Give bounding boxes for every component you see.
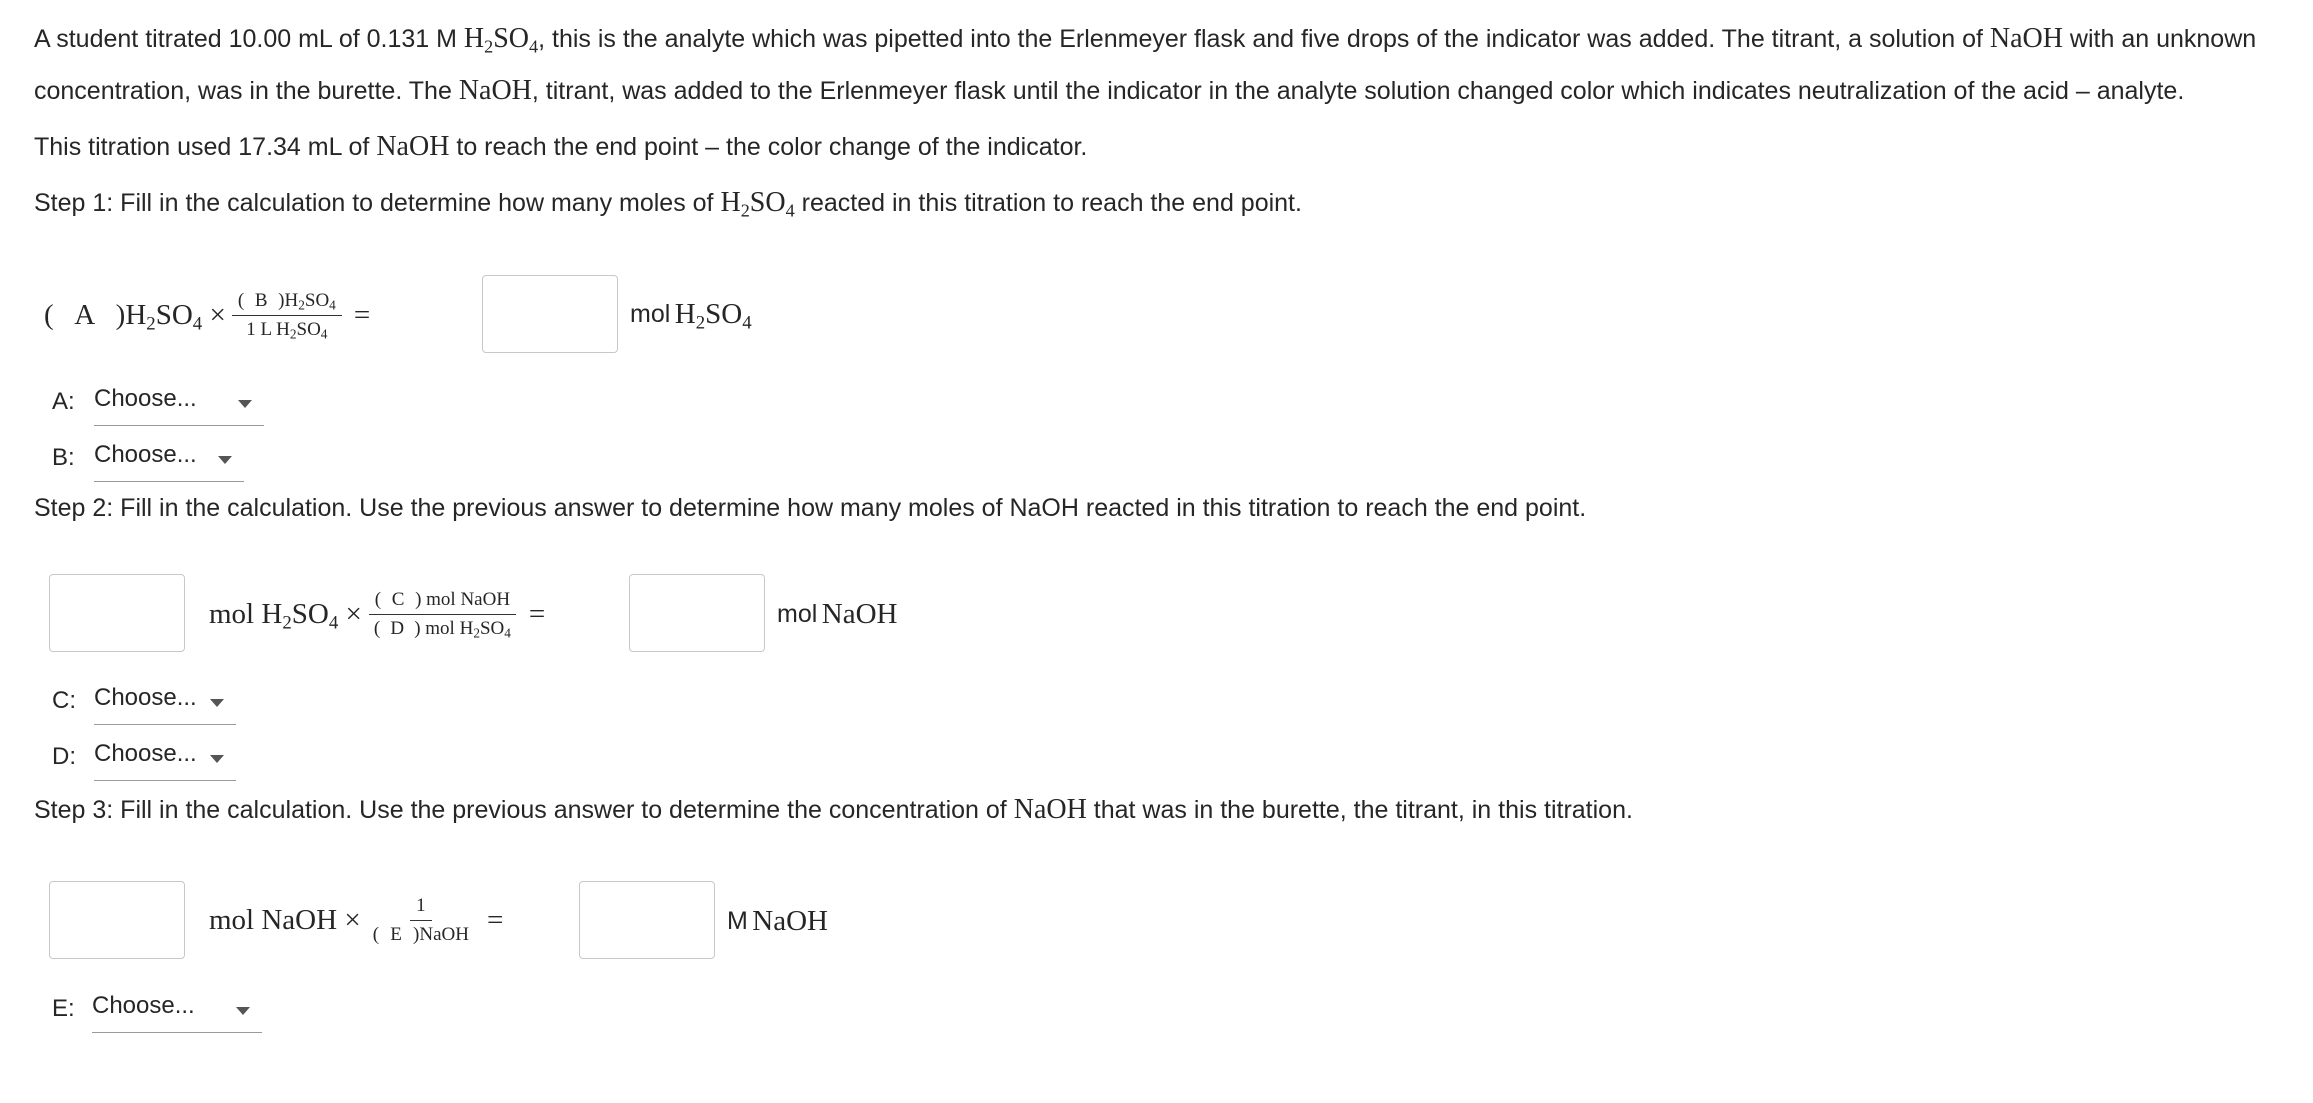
step1-unit: mol $H_2SO_4$ [630,298,752,334]
select-e-label: E: [52,995,75,1022]
chevron-down-icon [238,400,252,408]
base-formula: NaOH [458,75,532,106]
select-c[interactable]: Choose... [94,684,236,725]
select-a[interactable]: Choose... [94,385,264,426]
select-a-label: A: [52,388,75,415]
select-b-label: B: [52,444,75,471]
step2-unit: mol NaOH [777,598,898,630]
step3-left-input[interactable] [49,881,185,959]
equals-sign: = [486,904,504,936]
step1-heading: Step 1: Fill in the calculation to determine how many moles of $H_2SO_4$ reacted in this titration to reach the end point. [34,187,1302,221]
problem-text: A student titrated 10.00 mL of 0.131 M [34,25,457,53]
times-sign: × [209,299,226,331]
step1-equation [44,290,370,341]
chevron-down-icon [236,1007,250,1015]
step2-equation: mol $H_2SO_4$ × $\frac{\text{( C ) mol NaOH}}{( D ) mol H_2SO_4}$ = [209,589,546,641]
times-sign: × [344,904,361,936]
placeholder-a: A [74,299,96,331]
select-b[interactable]: Choose... [94,441,244,482]
problem-line-1 [34,22,2256,56]
problem-text: to reach the end point – the color change of the indicator. [456,133,1088,161]
step3-right-input[interactable] [579,881,715,959]
acid-formula: $H_2SO_4$ [720,187,795,221]
base-formula: NaOH [1013,794,1087,825]
problem-text: with an unknown [2069,25,2257,53]
select-e[interactable]: Choose... [92,992,262,1033]
chevron-down-icon [210,699,224,707]
select-d[interactable]: Choose... [94,740,236,781]
placeholder-c: C [391,589,405,610]
step1-fraction: $\frac{( B )H_2SO_4}{1 L H_2SO_4}$ [232,290,342,341]
problem-text: concentration, was in the burette. The [34,77,452,105]
step3-unit: M NaOH [727,905,828,937]
open-paren: ( A )$H_2SO_4$ × [44,299,226,335]
base-formula: NaOH [376,131,450,162]
placeholder-e: E [390,924,402,945]
step1-answer-input[interactable] [482,275,618,353]
acid-formula: $H_2SO_4$ [463,23,539,57]
select-c-label: C: [52,687,76,714]
placeholder-b: B [254,290,268,311]
chevron-down-icon [218,456,232,464]
step3-fraction: $\frac{1}{\text{( E )NaOH}}$ [372,895,469,945]
select-d-label: D: [52,743,76,770]
base-formula: NaOH [1989,23,2063,54]
times-sign: × [345,598,362,630]
problem-text: , titrant, was added to the Erlenmeyer flask until the indicator in the analyte solution changed color which indicates neutralization of the acid – analyte. [531,77,2185,105]
step2-heading: Step 2: Fill in the calculation. Use the previous answer to determine how many moles of NaOH reacted in this titration to reach the end point. [34,494,1587,522]
problem-line-3 [34,130,1087,164]
step3-heading: Step 3: Fill in the calculation. Use the previous answer to determine the concentration of NaOH that was in the burette, the titrant, in this titration. [34,794,1633,825]
problem-text: This titration used 17.34 mL of [34,133,370,161]
problem-line-2 [34,74,2184,108]
chevron-down-icon [210,755,224,763]
step2-fraction: $\frac{\text{( C ) mol NaOH}}{( D ) mol H_2SO_4}$ [368,589,517,640]
step2-right-input[interactable] [629,574,765,652]
step3-equation: mol NaOH × $\frac{1}{\text{( E )NaOH}}$ = [209,895,504,945]
equals-sign: = [353,299,371,331]
step2-left-input[interactable] [49,574,185,652]
placeholder-d: D [390,618,405,639]
problem-text: , this is the analyte which was pipetted into the Erlenmeyer flask and five drops of the indicator was added. The titrant, a solution of [538,25,1983,53]
equals-sign: = [528,598,546,630]
